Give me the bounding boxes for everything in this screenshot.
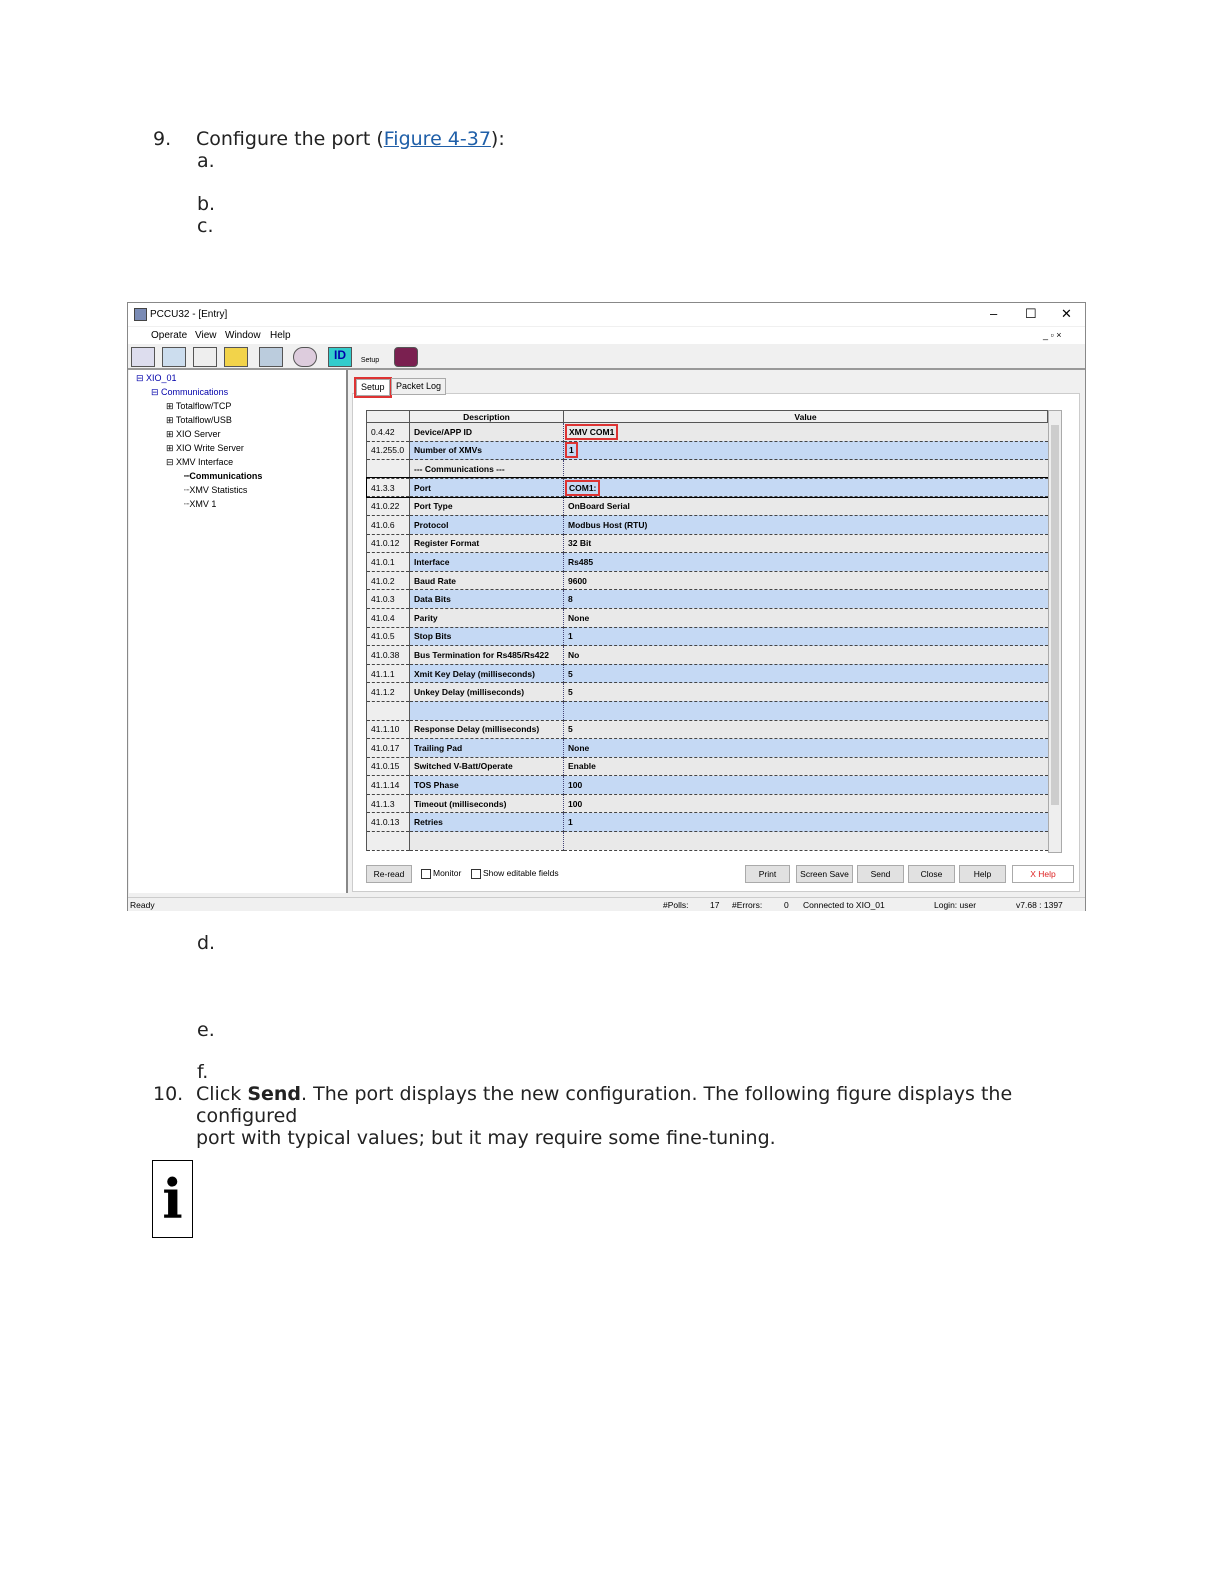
substep-b: b. (197, 193, 216, 215)
id-text: 41.0.5 (371, 631, 395, 642)
cell-val[interactable] (564, 720, 1048, 739)
cell-id (367, 478, 410, 497)
cell-id (367, 664, 410, 683)
table-row[interactable] (367, 608, 1048, 627)
settings-table (366, 410, 1048, 851)
cell-id (367, 739, 410, 758)
menu-operate[interactable]: Operate (151, 330, 188, 341)
cell-desc (410, 646, 564, 665)
cell-id (367, 701, 410, 720)
cell-val[interactable] (564, 534, 1048, 553)
send-bold: Send (247, 1083, 302, 1105)
val-text: 1 (569, 445, 574, 456)
val-text: OnBoard Serial (568, 501, 630, 512)
table-row[interactable] (367, 515, 1048, 534)
table-row[interactable] (367, 794, 1048, 813)
table-row[interactable] (367, 757, 1048, 776)
tree-communications[interactable]: ⊟ Communications (151, 387, 229, 397)
val-text: None (568, 742, 590, 753)
cell-val[interactable] (564, 627, 1048, 646)
cell-val[interactable] (564, 664, 1048, 683)
entry-icon[interactable] (131, 347, 155, 367)
table-row[interactable] (367, 664, 1048, 683)
cell-val[interactable] (564, 646, 1048, 665)
menu-window[interactable]: Window (225, 330, 261, 341)
title-bar (128, 303, 1085, 326)
tree-xio-server[interactable]: ⊞ XIO Server (166, 429, 221, 439)
cell-val[interactable] (564, 832, 1048, 851)
table-row[interactable] (367, 590, 1048, 609)
cell-id (367, 832, 410, 851)
cell-id (367, 794, 410, 813)
reread-button[interactable]: Re-read (366, 865, 412, 883)
val-text: Rs485 (568, 556, 594, 567)
desc-text: Bus Termination for Rs485/Rs422 (414, 649, 549, 660)
tab-setup[interactable]: Setup (356, 379, 390, 396)
cell-id (367, 497, 410, 516)
cell-val[interactable] (564, 497, 1048, 516)
id-text: 41.0.4 (371, 612, 395, 623)
cell-id (367, 534, 410, 553)
substep-c: c. (197, 215, 214, 237)
modbus-icon[interactable] (259, 347, 283, 367)
cell-desc (410, 497, 564, 516)
cell-desc (410, 701, 564, 720)
tree-totalflow-tcp[interactable]: ⊞ Totalflow/TCP (166, 401, 232, 411)
toolbar (128, 344, 1085, 370)
print-button[interactable]: Print (745, 865, 790, 883)
desc-text: Baud Rate (414, 575, 457, 586)
desc-text: Unkey Delay (milliseconds) (414, 687, 525, 698)
val-text: 5 (568, 668, 573, 679)
screen-save-button[interactable]: Screen Save (796, 865, 853, 883)
send-button[interactable]: Send (857, 865, 904, 883)
desc-text: --- Communications --- (414, 463, 505, 474)
cell-id (367, 776, 410, 795)
table-row[interactable] (367, 701, 1048, 720)
tree-xio-write-server[interactable]: ⊞ XIO Write Server (166, 443, 244, 453)
substep-a: a. (197, 150, 215, 172)
cell-id (367, 460, 410, 479)
window-title: PCCU32 - [Entry] (150, 309, 228, 320)
val-text: Enable (568, 761, 596, 772)
step-10-post: . The port displays the new configuration. The following figure displays the configured (196, 1083, 1013, 1127)
desc-text: Response Delay (milliseconds) (414, 724, 540, 735)
table-row[interactable] (367, 646, 1048, 665)
table-row[interactable] (367, 553, 1048, 572)
id-text: 41.0.12 (371, 538, 400, 549)
table-row[interactable] (367, 571, 1048, 590)
table-row[interactable] (367, 497, 1048, 516)
cell-desc (410, 441, 564, 460)
cell-id (367, 423, 410, 442)
val-text: XMV COM1 (569, 426, 615, 437)
desc-text: Protocol (414, 519, 449, 530)
scroll-thumb[interactable] (1051, 425, 1059, 805)
table-row[interactable] (367, 813, 1048, 832)
maximize-button[interactable]: ☐ (1025, 306, 1037, 321)
pccu32-window (127, 302, 1086, 911)
val-text: 1 (568, 817, 573, 828)
polls-count: 17 (710, 900, 720, 910)
cell-val[interactable] (564, 739, 1048, 758)
val-text: 100 (568, 798, 583, 809)
id-text: 0.4.42 (371, 426, 395, 437)
table-row[interactable] (367, 534, 1048, 553)
cell-val[interactable] (564, 794, 1048, 813)
cell-desc (410, 608, 564, 627)
substep-e: e. (197, 1019, 215, 1041)
id-text: 41.0.15 (371, 761, 400, 772)
val-text: COM1: (569, 482, 597, 493)
desc-text: Port (414, 482, 431, 493)
cell-desc (410, 553, 564, 572)
cell-desc (410, 478, 564, 497)
cell-desc (410, 776, 564, 795)
id-text: 41.0.38 (371, 649, 400, 660)
cell-val[interactable] (564, 571, 1048, 590)
cell-id (367, 627, 410, 646)
tree-xio01[interactable]: ⊟ XIO_01 (136, 373, 177, 383)
id-text: 41.1.3 (371, 798, 395, 809)
cell-desc (410, 683, 564, 702)
errors-count: 0 (784, 900, 789, 910)
cell-id (367, 515, 410, 534)
cell-id (367, 553, 410, 572)
monitor-checkbox[interactable]: Monitor (421, 868, 461, 879)
tab-packet-log[interactable]: Packet Log (391, 378, 446, 395)
val-text: 5 (568, 724, 573, 735)
table-row[interactable] (367, 460, 1048, 479)
close-dialog-button[interactable]: Close (908, 865, 955, 883)
val-text: 1 (568, 631, 573, 642)
cell-val[interactable] (564, 683, 1048, 702)
desc-text: Timeout (milliseconds) (414, 798, 507, 809)
header-description: Description (410, 411, 564, 423)
help-book-icon[interactable] (394, 347, 418, 367)
val-text: 9600 (568, 575, 587, 586)
id-text: 41.0.3 (371, 594, 395, 605)
table-row[interactable] (367, 441, 1048, 460)
cell-desc (410, 460, 564, 479)
step-10-number: 10. (153, 1083, 184, 1105)
cell-desc (410, 794, 564, 813)
desc-text: Trailing Pad (414, 742, 463, 753)
cell-desc (410, 720, 564, 739)
id-text: 41.1.2 (371, 687, 395, 698)
cell-id (367, 757, 410, 776)
table-row[interactable] (367, 720, 1048, 739)
cell-id (367, 813, 410, 832)
substep-f: f. (197, 1061, 209, 1083)
desc-text: Parity (414, 612, 438, 623)
xhelp-button[interactable]: X Help (1012, 865, 1074, 883)
id-text: 41.1.10 (371, 724, 400, 735)
status-bar (128, 897, 1085, 911)
vertical-scrollbar[interactable] (1048, 410, 1062, 853)
val-text: 32 Bit (568, 538, 592, 549)
table-row[interactable] (367, 423, 1048, 442)
id-icon[interactable]: ID (328, 347, 352, 367)
cell-desc (410, 534, 564, 553)
id-text: 41.1.14 (371, 780, 400, 791)
cell-desc (410, 664, 564, 683)
polls-label: #Polls: (663, 900, 689, 910)
desc-text: Number of XMVs (414, 445, 483, 456)
header-value: Value (564, 411, 1048, 423)
val-text: None (568, 612, 590, 623)
desc-text: Xmit Key Delay (milliseconds) (414, 668, 535, 679)
id-text: 41.255.0 (371, 445, 405, 456)
desc-text: Device/APP ID (414, 426, 472, 437)
cell-desc (410, 627, 564, 646)
val-text: 100 (568, 780, 583, 791)
desc-text: TOS Phase (414, 780, 459, 791)
cell-val[interactable] (564, 590, 1048, 609)
id-text: 41.0.2 (371, 575, 395, 586)
header-id (367, 411, 410, 423)
connection-status: Connected to XIO_01 (803, 900, 885, 910)
desc-text: Interface (414, 556, 450, 567)
collect-icon[interactable] (193, 347, 217, 367)
step-9-pre: Configure the port ( (196, 128, 384, 150)
id-text: 41.0.22 (371, 501, 400, 512)
cell-desc (410, 739, 564, 758)
cell-val[interactable] (564, 776, 1048, 795)
table-row[interactable] (367, 683, 1048, 702)
figure-link[interactable]: Figure 4-37 (383, 128, 491, 150)
cell-val[interactable] (564, 553, 1048, 572)
cell-val[interactable] (564, 701, 1048, 720)
cell-desc (410, 757, 564, 776)
id-text: 41.1.1 (371, 668, 395, 679)
desc-text: Data Bits (414, 594, 451, 605)
refresh-icon[interactable] (224, 347, 248, 367)
desc-text: Retries (414, 817, 443, 828)
table-row[interactable] (367, 739, 1048, 758)
desc-text: Register Format (414, 538, 480, 549)
desc-text: Stop Bits (414, 631, 452, 642)
desc-text: Port Type (414, 501, 453, 512)
tree-xmv-communications[interactable]: ┈Communications (184, 471, 263, 481)
cell-id (367, 590, 410, 609)
cell-val[interactable] (564, 460, 1048, 479)
cell-desc (410, 423, 564, 442)
cell-id (367, 720, 410, 739)
val-text: 8 (568, 594, 573, 605)
cell-id (367, 608, 410, 627)
navigation-tree (129, 370, 348, 893)
app-icon (134, 308, 147, 321)
cell-id (367, 683, 410, 702)
step-9-text (196, 128, 505, 150)
mdi-controls[interactable]: _ ▫ × (1043, 330, 1062, 340)
cell-val[interactable] (564, 757, 1048, 776)
menu-view[interactable]: View (195, 330, 217, 341)
menu-bar (128, 327, 1085, 344)
cell-desc (410, 571, 564, 590)
id-text: 41.0.6 (371, 519, 395, 530)
cell-val[interactable] (564, 813, 1048, 832)
version: v7.68 : 1397 (1016, 900, 1063, 910)
step-9-post: ): (490, 128, 505, 150)
cell-desc (410, 813, 564, 832)
step-10-pre: Click (196, 1083, 248, 1105)
table-row[interactable] (367, 478, 1048, 497)
cell-val[interactable] (564, 608, 1048, 627)
help-button[interactable]: Help (959, 865, 1006, 883)
table-row[interactable] (367, 832, 1048, 851)
cell-id (367, 441, 410, 460)
menu-help[interactable]: Help (270, 330, 291, 341)
id-text: 41.3.3 (371, 482, 395, 493)
errors-label: #Errors: (732, 900, 763, 910)
step-10-line2: port with typical values; but it may require some fine-tuning. (196, 1127, 776, 1149)
cell-desc (410, 832, 564, 851)
cell-val[interactable] (564, 423, 1048, 442)
id-text: 41.0.17 (371, 742, 400, 753)
login-status: Login: user (934, 900, 977, 910)
val-text: No (568, 649, 580, 660)
val-text: 5 (568, 687, 573, 698)
setup-icon[interactable]: Setup (360, 357, 380, 364)
tree-xmv-interface[interactable]: ⊟ XMV Interface (166, 457, 234, 467)
cell-val[interactable] (564, 441, 1048, 460)
tree-xmv-statistics[interactable]: ┈XMV Statistics (184, 485, 248, 495)
substep-d: d. (197, 932, 216, 954)
status-ready: Ready (130, 900, 155, 910)
desc-text: Switched V-Batt/Operate (414, 761, 513, 772)
cell-desc (410, 515, 564, 534)
table-row[interactable] (367, 627, 1048, 646)
tree-totalflow-usb[interactable]: ⊞ Totalflow/USB (166, 415, 232, 425)
show-editable-checkbox[interactable]: Show editable fields (471, 868, 559, 879)
table-row[interactable] (367, 776, 1048, 795)
close-button[interactable]: ✕ (1061, 306, 1072, 321)
tree-xmv-1[interactable]: ┈XMV 1 (184, 499, 217, 509)
cell-desc (410, 590, 564, 609)
id-text: 41.0.1 (371, 556, 395, 567)
step-10-text (196, 1083, 1096, 1149)
info-icon: i (152, 1160, 193, 1238)
cell-id (367, 571, 410, 590)
step-9-number: 9. (153, 128, 172, 150)
cell-val[interactable] (564, 478, 1048, 497)
cell-id (367, 646, 410, 665)
id-text: 41.0.13 (371, 817, 400, 828)
calendar-icon[interactable] (162, 347, 186, 367)
graph-icon[interactable] (293, 347, 317, 367)
minimize-button[interactable]: – (990, 306, 998, 321)
cell-val[interactable] (564, 515, 1048, 534)
val-text: Modbus Host (RTU) (568, 519, 648, 530)
